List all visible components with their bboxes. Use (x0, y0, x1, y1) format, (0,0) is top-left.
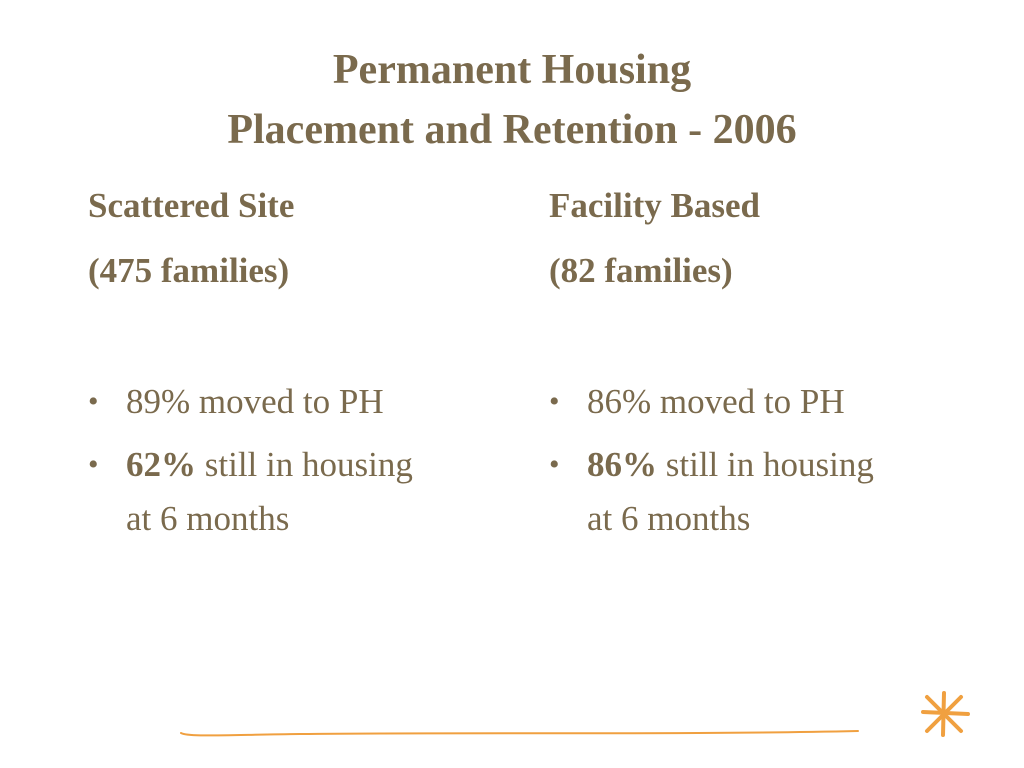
bullet-text: 89% moved to PH (126, 382, 384, 421)
bullet-text-rest: still in housing (196, 445, 413, 484)
column-heading: Scattered Site (88, 186, 295, 225)
slide-title (0, 40, 1024, 160)
bullet-dot-icon: • (549, 385, 560, 418)
bullet-text (587, 438, 969, 491)
asterisk-icon (916, 690, 972, 738)
bullet-item (549, 438, 969, 547)
column-scattered-site (88, 186, 508, 547)
column-family-count: (475 families) (88, 251, 290, 290)
column-facility-based (549, 186, 969, 547)
bullet-text-rest: still in housing (657, 445, 874, 484)
bullet-item (88, 375, 508, 428)
bullet-dot-icon: • (549, 448, 560, 481)
slide-title-line2: Placement and Retention - 2006 (227, 107, 797, 153)
bullet-dot-icon: • (88, 385, 99, 418)
bullet-text-continued: at 6 months (587, 499, 751, 538)
bullet-item (549, 375, 969, 428)
bullet-percent: 62% (126, 445, 196, 484)
bullet-dot-icon: • (88, 448, 99, 481)
slide-title-line1: Permanent Housing (332, 47, 692, 93)
bullet-item (88, 438, 508, 547)
decorative-underline (180, 726, 860, 740)
column-family-count: (82 families) (549, 251, 733, 290)
bullet-text-continued: at 6 months (126, 499, 290, 538)
bullet-list (88, 375, 508, 547)
bullet-text: 86% moved to PH (587, 382, 845, 421)
bullet-percent: 86% (587, 445, 657, 484)
bullet-list (549, 375, 969, 547)
bullet-text (126, 438, 508, 491)
column-heading: Facility Based (549, 186, 760, 225)
